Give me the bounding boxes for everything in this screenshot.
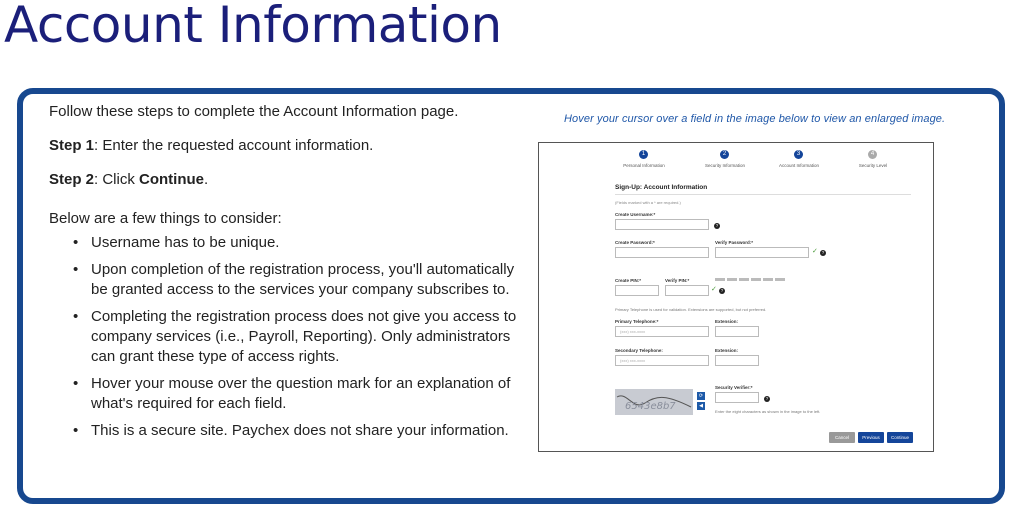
step-dot-1: 1 — [639, 150, 648, 159]
step-label-3: Account Information — [778, 163, 820, 168]
intro-text: Follow these steps to complete the Account Information page. — [49, 103, 459, 120]
verify-pin-label: Verify PIN:* — [665, 278, 690, 283]
secondary-phone-input[interactable]: (xxx) xxx-xxxx — [615, 355, 709, 366]
step-1 — [49, 137, 519, 155]
step-2-label: Step 2 — [49, 171, 95, 188]
title-divider — [615, 194, 911, 195]
verify-password-input[interactable] — [715, 247, 809, 258]
password-input[interactable] — [615, 247, 709, 258]
continue-button[interactable]: Continue — [887, 432, 913, 443]
previous-button[interactable]: Previous — [858, 432, 884, 443]
step-label-4: Security Level — [858, 163, 888, 168]
consider-list — [49, 233, 519, 441]
pin-input[interactable] — [615, 285, 659, 296]
verifier-input[interactable] — [715, 392, 759, 403]
primary-phone-input[interactable]: (xxx) xxx-xxxx — [615, 326, 709, 337]
refresh-icon[interactable]: ⟳ — [698, 393, 704, 399]
page-title: Account Information — [4, 0, 502, 54]
instructions-panel — [49, 103, 519, 448]
list-item: • This is a secure site. Paychex does not share your information. — [49, 421, 519, 441]
list-item: • Completing the registration process does not give you access to company services (i.e., Payroll, Reporting). Only administrators can grant these type of access rights. — [49, 307, 519, 367]
required-note: (Fields marked with a * are required.) — [615, 200, 681, 205]
step-label-2: Security Information — [704, 163, 746, 168]
check-icon: ✓ — [812, 248, 818, 255]
list-item: • Upon completion of the registration process, you'll automatically be granted access to the services your company subscribes to. — [49, 260, 519, 300]
step-2-text: : Click — [94, 171, 140, 188]
question-icon[interactable]: ? — [765, 396, 769, 401]
password-label: Create Password:* — [615, 240, 655, 245]
step-label-1: Personal Information — [623, 163, 665, 168]
pin-label: Create PIN:* — [615, 278, 642, 283]
question-icon[interactable]: ? — [821, 250, 825, 255]
verify-pin-input[interactable] — [665, 285, 709, 296]
question-icon[interactable]: ? — [720, 288, 724, 293]
embedded-form-screenshot[interactable] — [538, 142, 934, 452]
step-dot-4: 4 — [868, 150, 877, 159]
content-frame — [17, 88, 1005, 504]
step-1-label: Step 1 — [49, 137, 95, 154]
password-strength-meter — [715, 268, 787, 286]
verify-password-label: Verify Password:* — [715, 240, 754, 245]
secondary-phone-label: Secondary Telephone: — [615, 348, 663, 353]
primary-phone-label: Primary Telephone:* — [615, 319, 659, 324]
step-dot-2: 2 — [720, 150, 729, 159]
list-item: • Hover your mouse over the question mark for an explanation of what's required for each field. — [49, 374, 519, 414]
captcha-text: 6543e8b7 — [625, 401, 676, 412]
step-2-bold: Continue — [139, 171, 205, 188]
phone-note: Primary Telephone is used for validation. Extensions are supported, but not preferred. — [615, 307, 767, 312]
step-2 — [49, 171, 519, 189]
verifier-note: Enter the eight characters as shown in the image to the left. — [715, 409, 821, 414]
step-2-end: . — [204, 171, 209, 188]
progress-stepper — [539, 143, 933, 179]
verifier-label: Security Verifier:* — [715, 385, 753, 390]
form-title: Sign-Up: Account Information — [615, 184, 708, 191]
captcha-svg — [615, 389, 693, 415]
audio-icon[interactable]: ◀ — [697, 402, 705, 410]
cancel-button[interactable]: Cancel — [829, 432, 855, 443]
username-input[interactable] — [615, 219, 709, 230]
captcha-image — [615, 389, 693, 415]
extension-label: Extension: — [715, 319, 739, 324]
list-item: • Username has to be unique. — [49, 233, 519, 253]
consider-heading: Below are a few things to consider: — [49, 210, 282, 227]
extension-input[interactable] — [715, 326, 759, 337]
step-1-text: : Enter the requested account information. — [94, 137, 374, 154]
hover-note: Hover your cursor over a field in the image below to view an enlarged image. — [564, 113, 946, 125]
question-icon[interactable]: ? — [715, 223, 719, 228]
step-dot-3: 3 — [794, 150, 803, 159]
username-label: Create Username:* — [615, 212, 656, 217]
extension-2-input[interactable] — [715, 355, 759, 366]
extension-2-label: Extension: — [715, 348, 739, 353]
check-icon: ✓ — [711, 286, 717, 293]
